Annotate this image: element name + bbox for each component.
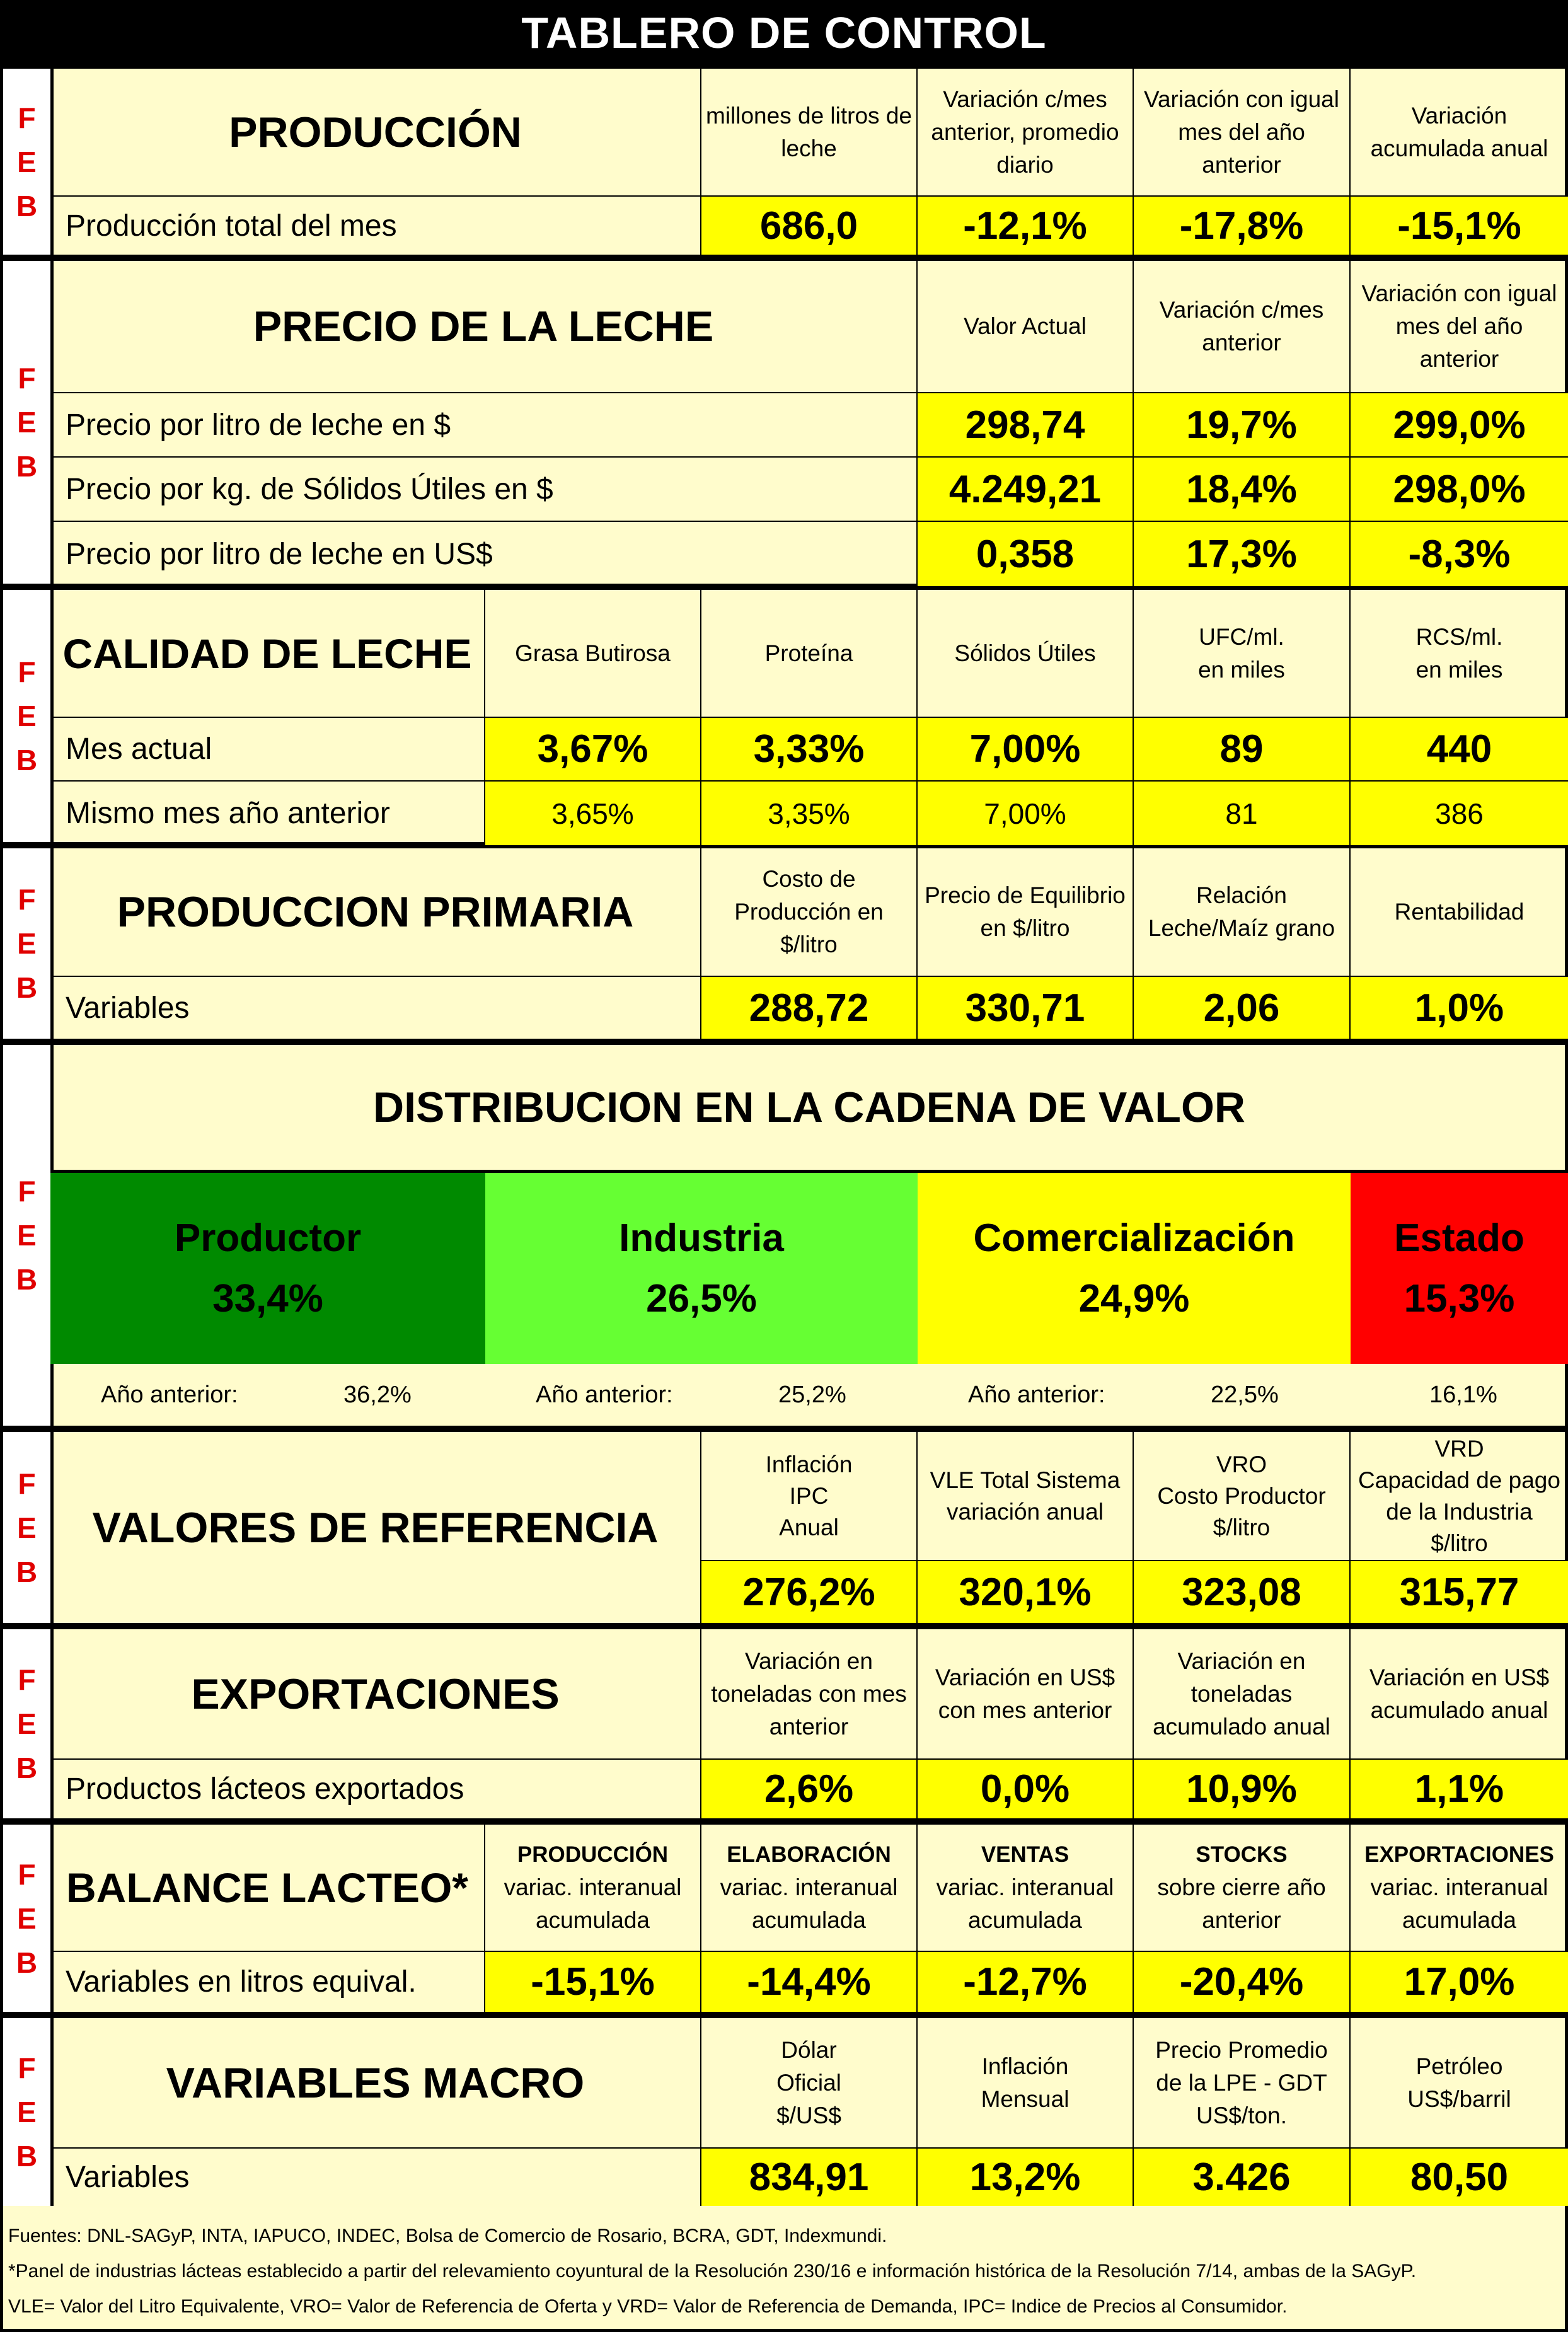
column-header: VRD Capacidad de pago de la Industria $/litro: [1351, 1432, 1568, 1561]
section-title: VARIABLES MACRO: [50, 2018, 701, 2149]
section-title: VALORES DE REFERENCIA: [50, 1432, 701, 1623]
column-header: millones de litros de leche: [701, 69, 918, 197]
value-cell: 18,4%: [1134, 458, 1351, 522]
column-header: Rentabilidad: [1351, 848, 1568, 977]
column-header: VLE Total Sistema variación anual: [918, 1432, 1134, 1561]
value-cell: 288,72: [701, 977, 918, 1039]
column-header: RCS/ml. en miles: [1351, 590, 1568, 718]
month-letter: F: [18, 362, 36, 395]
month-letter: F: [18, 2052, 36, 2084]
value-cell: 3.426: [1134, 2149, 1351, 2206]
row-label: Productos lácteos exportados: [50, 1760, 701, 1818]
value-cell: 320,1%: [918, 1561, 1134, 1623]
value-cell: 323,08: [1134, 1561, 1351, 1623]
precio-section: [0, 258, 1568, 587]
column-header: Costo de Producción en $/litro: [701, 848, 918, 977]
month-marker: [3, 1825, 54, 2012]
month-letter: B: [16, 744, 38, 776]
header-subtitle: sobre cierre año anterior: [1157, 1874, 1326, 1933]
month-letter: E: [17, 406, 37, 439]
column-header: Dólar Oficial $/US$: [701, 2018, 918, 2149]
primaria-section: [0, 845, 1568, 1042]
column-header: Grasa Butirosa: [485, 590, 701, 718]
value-cell: 81: [1134, 782, 1351, 845]
column-header: Precio Promedio de la LPE - GDT US$/ton.: [1134, 2018, 1351, 2149]
footnote-line: *Panel de industrias lácteas establecido a partir del relevamiento coyuntural de la Resolución 230/16 e información histórica de la Resolución 7/14, ambas de la SAGyP.: [8, 2261, 1417, 2282]
month-letter: B: [16, 1555, 38, 1588]
month-letter: F: [18, 1857, 36, 1891]
section-title: PRECIO DE LA LECHE: [50, 261, 918, 393]
header-title: ELABORACIÓN: [727, 1842, 891, 1867]
row-label: Precio por kg. de Sólidos Útiles en $: [50, 458, 918, 522]
column-header: [1134, 1825, 1351, 1952]
month-letter: E: [17, 1511, 37, 1544]
value-cell: -14,4%: [701, 1952, 918, 2012]
value-cell: 13,2%: [918, 2149, 1134, 2206]
exportaciones-section: [0, 1626, 1568, 1821]
month-letter: B: [16, 1946, 38, 1979]
header-title: PRODUCCIÓN: [517, 1842, 669, 1867]
previous-year-label: Año anterior:: [536, 1381, 673, 1408]
month-marker: [3, 1432, 54, 1623]
column-header: Valor Actual: [918, 261, 1134, 393]
month-letter: E: [17, 2096, 37, 2128]
column-header: Precio de Equilibrio en $/litro: [918, 848, 1134, 977]
column-header: Variación c/mes anterior, promedio diario: [918, 69, 1134, 197]
page-title: TABLERO DE CONTROL: [0, 0, 1568, 66]
section-title: PRODUCCION PRIMARIA: [50, 848, 701, 977]
section-title: CALIDAD DE LECHE: [50, 590, 485, 718]
month-marker: [3, 69, 54, 255]
header-title: STOCKS: [1196, 1842, 1288, 1867]
value-cell: 276,2%: [701, 1561, 918, 1623]
value-cell: -15,1%: [1351, 197, 1568, 255]
value-cell: 3,65%: [485, 782, 701, 845]
value-cell: 298,0%: [1351, 458, 1568, 522]
footnotes: [0, 2206, 1568, 2332]
value-cell: 7,00%: [918, 718, 1134, 782]
value-cell: 1,1%: [1351, 1760, 1568, 1818]
column-header: [701, 1825, 918, 1952]
value-cell: 330,71: [918, 977, 1134, 1039]
month-letter: E: [17, 1902, 37, 1935]
column-header: [485, 1825, 701, 1952]
row-label: Variables en litros equival.: [50, 1952, 485, 2012]
balance-section: [0, 1821, 1568, 2015]
value-cell: 3,35%: [701, 782, 918, 845]
month-letter: E: [17, 927, 37, 960]
value-cell: 315,77: [1351, 1561, 1568, 1623]
value-cell: 1,0%: [1351, 977, 1568, 1039]
month-marker: [3, 1629, 54, 1818]
column-header: [1351, 1825, 1568, 1952]
row-label: Producción total del mes: [50, 197, 701, 255]
column-header: Petróleo US$/barril: [1351, 2018, 1568, 2149]
column-header: Inflación Mensual: [918, 2018, 1134, 2149]
month-letter: B: [16, 189, 38, 222]
distribution-segment-4: [1351, 1173, 1568, 1364]
value-cell: 686,0: [701, 197, 918, 255]
macro-section: [0, 2015, 1568, 2209]
month-letter: E: [17, 1707, 37, 1740]
header-subtitle: variac. interanual acumulada: [504, 1874, 682, 1933]
value-cell: -12,1%: [918, 197, 1134, 255]
row-label: Mismo mes año anterior: [50, 782, 485, 845]
month-letter: F: [18, 101, 36, 134]
row-label: Mes actual: [50, 718, 485, 782]
value-cell: 386: [1351, 782, 1568, 845]
column-header: [918, 1825, 1134, 1952]
column-header: UFC/ml. en miles: [1134, 590, 1351, 718]
produccion-section: [0, 66, 1568, 258]
header-subtitle: variac. interanual acumulada: [936, 1874, 1114, 1933]
column-header: Variación en US$ acumulado anual: [1351, 1629, 1568, 1760]
segment-name: Estado: [1394, 1216, 1525, 1260]
segment-name: Productor: [174, 1216, 362, 1260]
header-title: EXPORTACIONES: [1364, 1842, 1554, 1867]
segment-name: Industria: [619, 1216, 784, 1260]
column-header: Proteína: [701, 590, 918, 718]
section-title: EXPORTACIONES: [50, 1629, 701, 1760]
header-subtitle: variac. interanual acumulada: [1370, 1874, 1548, 1933]
month-letter: F: [18, 655, 36, 688]
distribution-segment-1: [50, 1173, 485, 1364]
value-cell: 10,9%: [1134, 1760, 1351, 1818]
month-letter: E: [17, 700, 37, 732]
distribution-segment-3: [918, 1173, 1351, 1364]
segment-value: 24,9%: [1078, 1276, 1190, 1320]
section-title: PRODUCCIÓN: [50, 69, 701, 197]
month-marker: [3, 261, 54, 584]
value-cell: 2,6%: [701, 1760, 918, 1818]
value-cell: 17,0%: [1351, 1952, 1568, 2012]
segment-value: 15,3%: [1404, 1276, 1515, 1320]
value-cell: 19,7%: [1134, 393, 1351, 458]
row-label: Variables: [50, 977, 701, 1039]
value-cell: 17,3%: [1134, 522, 1351, 586]
value-cell: 834,91: [701, 2149, 918, 2206]
month-marker: [3, 590, 54, 842]
value-cell: -15,1%: [485, 1952, 701, 2012]
month-marker: [3, 1045, 54, 1426]
footnote-line: VLE= Valor del Litro Equivalente, VRO= Valor de Referencia de Oferta y VRD= Valor de Referencia de Demanda, IPC= Indice de Precios al Consumidor.: [8, 2296, 1288, 2317]
month-marker: [3, 2018, 54, 2206]
row-label: Precio por litro de leche en $: [50, 393, 918, 458]
value-cell: 299,0%: [1351, 393, 1568, 458]
distribucion-section: [0, 1042, 1568, 1429]
value-cell: -17,8%: [1134, 197, 1351, 255]
section-title: BALANCE LACTEO*: [50, 1825, 485, 1952]
month-letter: E: [17, 145, 37, 178]
referencia-section: [0, 1429, 1568, 1626]
row-label: Precio por litro de leche en US$: [50, 522, 918, 586]
previous-year-label: Año anterior:: [101, 1381, 238, 1408]
section-title: DISTRIBUCION EN LA CADENA DE VALOR: [50, 1045, 1568, 1173]
month-letter: F: [18, 1663, 36, 1696]
column-header: Sólidos Útiles: [918, 590, 1134, 718]
segment-value: 26,5%: [646, 1276, 757, 1320]
month-letter: B: [16, 450, 38, 483]
calidad-section: [0, 587, 1568, 845]
previous-year-value: 36,2%: [343, 1381, 412, 1408]
month-letter: F: [18, 1467, 36, 1500]
value-cell: 298,74: [918, 393, 1134, 458]
previous-year-value: 16,1%: [1429, 1381, 1497, 1408]
value-cell: 440: [1351, 718, 1568, 782]
column-header: Variación en toneladas acumulado anual: [1134, 1629, 1351, 1760]
value-cell: 0,0%: [918, 1760, 1134, 1818]
month-letter: B: [16, 2140, 38, 2173]
value-cell: -20,4%: [1134, 1952, 1351, 2012]
footnote-line: Fuentes: DNL-SAGyP, INTA, IAPUCO, INDEC, Bolsa de Comercio de Rosario, BCRA, GDT, Indexmundi.: [8, 2225, 887, 2246]
previous-year-value: 22,5%: [1211, 1381, 1279, 1408]
segment-name: Comercialización: [973, 1216, 1295, 1260]
previous-year-value: 25,2%: [778, 1381, 846, 1408]
value-cell: 4.249,21: [918, 458, 1134, 522]
value-cell: 0,358: [918, 522, 1134, 586]
value-cell: 80,50: [1351, 2149, 1568, 2206]
column-header: Variación en US$ con mes anterior: [918, 1629, 1134, 1760]
segment-value: 33,4%: [212, 1276, 323, 1320]
value-cell: 7,00%: [918, 782, 1134, 845]
month-letter: E: [17, 1219, 37, 1252]
month-letter: B: [16, 1263, 38, 1296]
month-letter: F: [18, 1175, 36, 1208]
column-header: Variación acumulada anual: [1351, 69, 1568, 197]
row-label: Variables: [50, 2149, 701, 2206]
month-letter: B: [16, 971, 38, 1004]
value-cell: 3,67%: [485, 718, 701, 782]
value-cell: -8,3%: [1351, 522, 1568, 586]
month-letter: F: [18, 883, 36, 916]
header-title: VENTAS: [981, 1842, 1069, 1867]
month-letter: B: [16, 1752, 38, 1784]
column-header: Variación en toneladas con mes anterior: [701, 1629, 918, 1760]
column-header: VRO Costo Productor $/litro: [1134, 1432, 1351, 1561]
column-header: Variación con igual mes del año anterior: [1134, 69, 1351, 197]
value-cell: 89: [1134, 718, 1351, 782]
column-header: Inflación IPC Anual: [701, 1432, 918, 1561]
distribution-segment-2: [485, 1173, 918, 1364]
month-marker: [3, 848, 54, 1039]
column-header: Variación c/mes anterior: [1134, 261, 1351, 393]
column-header: Variación con igual mes del año anterior: [1351, 261, 1568, 393]
value-cell: 3,33%: [701, 718, 918, 782]
value-cell: -12,7%: [918, 1952, 1134, 2012]
previous-year-label: Año anterior:: [968, 1381, 1105, 1408]
value-cell: 2,06: [1134, 977, 1351, 1039]
column-header: Relación Leche/Maíz grano: [1134, 848, 1351, 977]
header-subtitle: variac. interanual acumulada: [720, 1874, 898, 1933]
